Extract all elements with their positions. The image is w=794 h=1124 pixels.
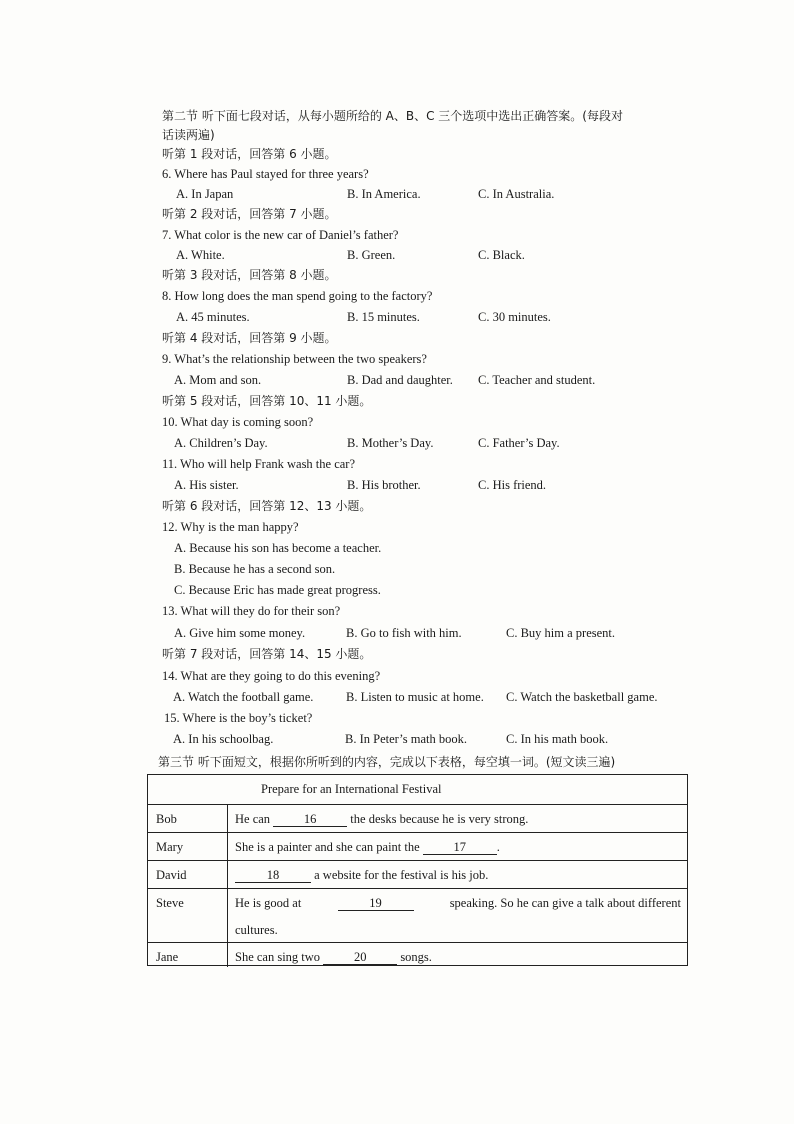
row-content	[228, 937, 687, 964]
options-15	[0, 731, 794, 747]
row-name: Steve	[148, 889, 228, 942]
dialogue-instruction: 听第 5 段对话，回答第 10、11 小题。	[162, 394, 372, 408]
option-a: A. Children’s Day.	[174, 436, 268, 450]
option-b: B. In America.	[347, 187, 421, 201]
row-name: Bob	[148, 805, 228, 832]
text-after-blank: speaking. So he can give a talk about different	[449, 896, 681, 910]
options-6	[0, 186, 794, 202]
option-c: C. Watch the basketball game.	[506, 690, 658, 704]
table-row	[148, 888, 687, 942]
options-13	[0, 625, 794, 641]
text-after-blank: a website for the festival is his job.	[314, 868, 489, 882]
row-line-1	[235, 890, 681, 917]
option-a: A. White.	[176, 248, 225, 262]
table-title: Prepare for an International Festival	[261, 782, 442, 796]
answer-blank-19[interactable]: 19	[338, 896, 414, 911]
option-b: B. Because he has a second son.	[174, 562, 336, 576]
dialogue-instruction: 听第 2 段对话，回答第 7 小题。	[162, 207, 337, 221]
festival-table	[147, 774, 688, 966]
answer-blank-18[interactable]: 18	[235, 868, 311, 883]
options-8	[0, 309, 794, 325]
option-a: A. In his schoolbag.	[173, 732, 274, 746]
text-after-blank: .	[496, 840, 500, 854]
option-a: A. His sister.	[174, 478, 239, 492]
question-11: 11. Who will help Frank wash the car?	[162, 457, 356, 471]
options-9	[0, 372, 794, 388]
row-content	[228, 827, 687, 854]
option-b: B. Green.	[347, 248, 396, 262]
option-c: C. 30 minutes.	[478, 310, 551, 324]
question-12: 12. Why is the man happy?	[162, 520, 299, 534]
option-b: B. 15 minutes.	[347, 310, 420, 324]
row-content	[228, 799, 687, 826]
answer-blank-20[interactable]: 20	[323, 950, 397, 965]
question-14: 14. What are they going to do this evening?	[162, 669, 381, 683]
option-c: C. In Australia.	[478, 187, 555, 201]
question-10: 10. What day is coming soon?	[162, 415, 314, 429]
row-name: David	[148, 861, 228, 888]
row-content	[228, 883, 687, 936]
option-c: C. Teacher and student.	[478, 373, 596, 387]
option-c: C. Because Eric has made great progress.	[174, 583, 381, 597]
dialogue-instruction: 听第 1 段对话，回答第 6 小题。	[162, 147, 337, 161]
option-c: C. Father’s Day.	[478, 436, 560, 450]
text-after-blank: the desks because he is very strong.	[350, 812, 529, 826]
text-before-blank: He can	[235, 812, 271, 826]
option-b: B. His brother.	[347, 478, 421, 492]
dialogue-instruction: 听第 4 段对话，回答第 9 小题。	[162, 331, 337, 345]
options-11	[0, 477, 794, 493]
option-a: A. In Japan	[176, 187, 234, 201]
option-a: A. Give him some money.	[174, 626, 306, 640]
question-6: 6. Where has Paul stayed for three years?	[162, 167, 369, 181]
row-name: Jane	[148, 943, 228, 967]
question-15: 15. Where is the boy’s ticket?	[164, 711, 313, 725]
option-a: A. Mom and son.	[174, 373, 262, 387]
option-c: C. Black.	[478, 248, 525, 262]
options-14	[0, 689, 794, 705]
question-9: 9. What’s the relationship between the two speakers?	[162, 352, 427, 366]
section3-heading: 第三节 听下面短文，根据你所听到的内容，完成以下表格，每空填一词。(短文读三遍)	[158, 755, 616, 769]
option-a: A. Because his son has become a teacher.	[174, 541, 382, 555]
option-b: B. Mother’s Day.	[347, 436, 434, 450]
option-b: B. Go to fish with him.	[346, 626, 462, 640]
text-before-blank: He is good at	[235, 896, 302, 910]
option-c: C. His friend.	[478, 478, 547, 492]
text-before-blank: She is a painter and she can paint the	[235, 840, 420, 854]
answer-blank-16[interactable]: 16	[273, 812, 347, 827]
section2-heading-line1: 第二节 听下面七段对话，从每小题所给的 A、B、C 三个选项中选出正确答案。(每段对	[162, 109, 623, 123]
option-a: A. 45 minutes.	[176, 310, 250, 324]
row-line-2: cultures.	[235, 923, 278, 937]
text-before-blank: She can sing two	[235, 950, 321, 964]
row-content	[228, 855, 687, 882]
options-10	[0, 435, 794, 451]
option-c: C. In his math book.	[506, 732, 609, 746]
answer-blank-17[interactable]: 17	[423, 840, 497, 855]
option-b: B. Dad and daughter.	[347, 373, 453, 387]
text-after-blank: songs.	[400, 950, 432, 964]
question-8: 8. How long does the man spend going to the factory?	[162, 289, 433, 303]
options-7	[0, 247, 794, 263]
question-13: 13. What will they do for their son?	[162, 604, 341, 618]
option-b: B. Listen to music at home.	[346, 690, 484, 704]
option-c: C. Buy him a present.	[506, 626, 616, 640]
row-name: Mary	[148, 833, 228, 860]
dialogue-instruction: 听第 6 段对话，回答第 12、13 小题。	[162, 499, 372, 513]
question-7: 7. What color is the new car of Daniel’s father?	[162, 228, 399, 242]
option-a: A. Watch the football game.	[173, 690, 314, 704]
section2-heading-line2: 话读两遍)	[162, 128, 215, 142]
dialogue-instruction: 听第 7 段对话，回答第 14、15 小题。	[162, 647, 372, 661]
option-b: B. In Peter’s math book.	[345, 732, 467, 746]
dialogue-instruction: 听第 3 段对话，回答第 8 小题。	[162, 268, 337, 282]
table-row	[148, 942, 687, 967]
